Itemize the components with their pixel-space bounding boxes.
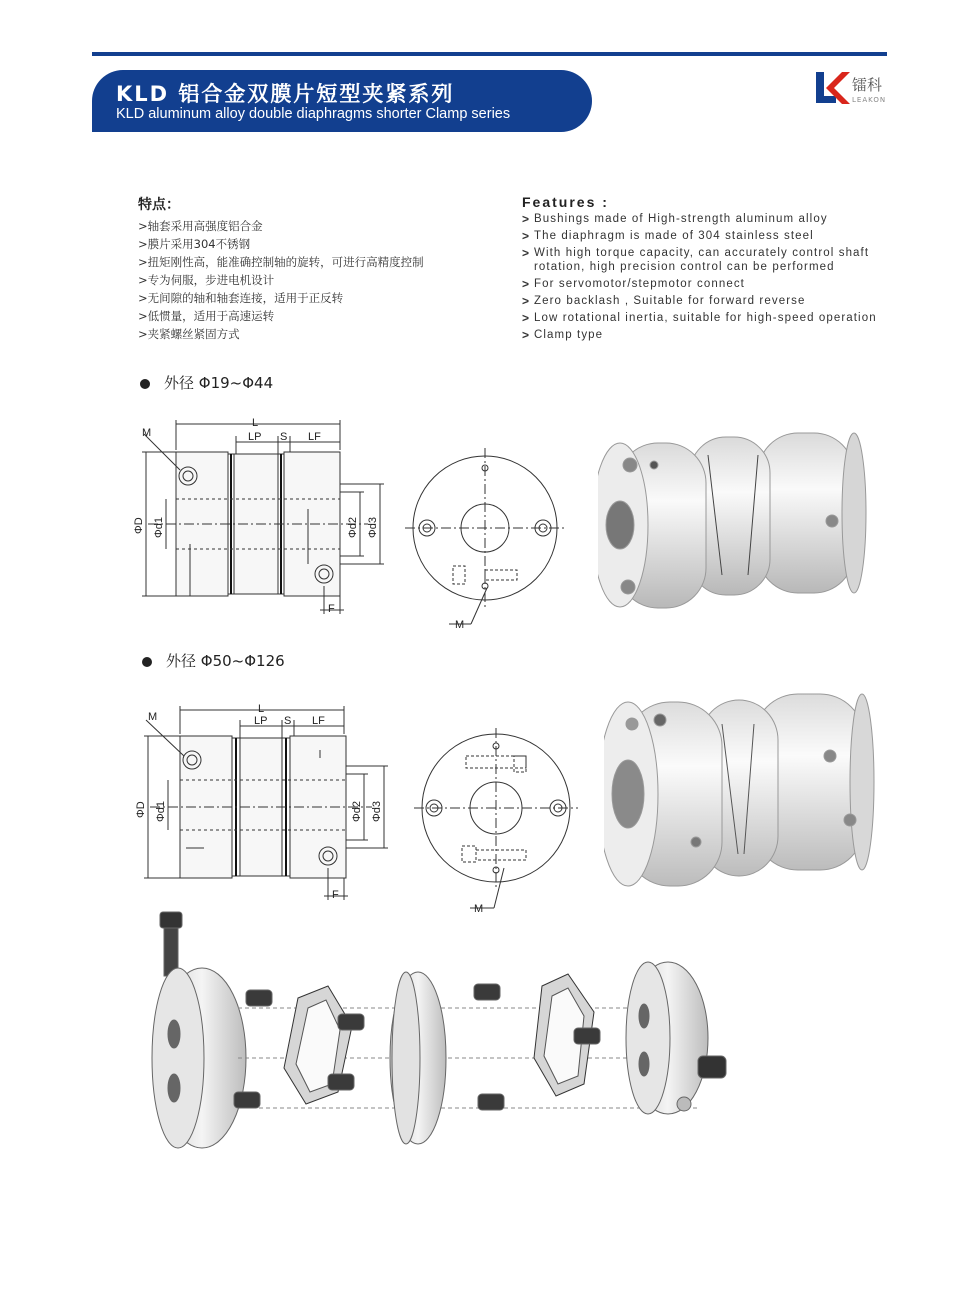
list-item: [522, 213, 892, 227]
list-item: >低惯量，适用于高速运转: [138, 309, 275, 323]
list-item: [522, 295, 892, 309]
list-item: >无间隙的轴和轴套连接，适用于正反转: [138, 291, 344, 305]
list-item: >专为伺服，步进电机设计: [138, 273, 275, 287]
dim-label-LF: LF: [308, 431, 321, 443]
list-item-text: Clamp type: [534, 328, 604, 341]
dim-label-LF: LF: [312, 715, 325, 727]
arrow-icon: >: [522, 276, 531, 291]
leakon-mark-icon: [812, 68, 852, 108]
section-label: 外径 Φ50~Φ126: [166, 652, 285, 670]
dim-label-d1: Φd1: [153, 516, 165, 538]
brand-logo: [812, 68, 892, 112]
list-item: [522, 230, 892, 244]
dim-label-d3: Φd3: [367, 516, 379, 538]
title-banner: [92, 70, 592, 132]
dim-label-L: L: [252, 417, 259, 429]
dim-label-S: S: [284, 715, 292, 727]
product-photo-small: [598, 425, 870, 615]
list-item: [522, 329, 892, 343]
list-item-text: For servomotor/stepmotor connect: [534, 277, 745, 290]
list-item-text: Bushings made of High-strength aluminum alloy: [534, 213, 828, 225]
side-view-drawing-small: [128, 414, 390, 624]
dim-label-LP: LP: [248, 431, 262, 443]
arrow-icon: >: [522, 246, 531, 260]
exploded-assembly-view: [138, 908, 738, 1156]
section-label: 外径 Φ19~Φ44: [164, 374, 274, 392]
dim-label-M: M: [455, 619, 465, 631]
arrow-icon: >: [522, 212, 531, 226]
features-cn: [138, 194, 498, 343]
brand-name-en: LEAKON: [852, 96, 887, 104]
dim-label-S: S: [280, 431, 288, 443]
dim-label-d1: Φd1: [155, 800, 167, 822]
dim-label-F: F: [332, 889, 339, 901]
list-item: >扭矩刚性高，能准确控制轴的旋转，可进行高精度控制: [138, 255, 424, 269]
features-en-heading: Features :: [522, 194, 609, 210]
dim-label-d2: Φd2: [351, 800, 363, 822]
section-large-heading: [142, 650, 285, 671]
list-item-text: The diaphragm is made of 304 stainless steel: [534, 230, 814, 242]
list-item-text: Low rotational inertia, suitable for high-speed operation: [534, 311, 877, 324]
front-view-drawing-small: [405, 448, 575, 634]
list-item: >夹紧螺丝紧固方式: [138, 327, 240, 341]
title-cn: KLD 铝合金双膜片短型夹紧系列: [116, 82, 455, 106]
dim-label-M: M: [148, 711, 158, 723]
list-item: [522, 247, 892, 274]
dim-label-D: ΦD: [133, 517, 145, 534]
side-view-drawing-large: [128, 698, 394, 912]
front-view-drawing-large: [412, 728, 588, 914]
dim-label-F: F: [328, 603, 335, 615]
arrow-icon: >: [522, 229, 531, 243]
arrow-icon: >: [522, 327, 531, 342]
list-item: >膜片采用304不锈钢: [138, 237, 251, 251]
dim-label-LP: LP: [254, 715, 268, 727]
title-en: KLD aluminum alloy double diaphragms shorter Clamp series: [116, 106, 511, 122]
features-cn-heading: 特点：: [138, 197, 180, 213]
product-photo-large: [604, 690, 878, 890]
dim-label-L: L: [258, 703, 265, 715]
dim-label-D: ΦD: [135, 801, 147, 818]
arrow-icon: >: [522, 293, 531, 308]
list-item: >轴套采用高强度铝合金: [138, 219, 263, 233]
list-item: [522, 312, 892, 326]
dim-label-M: M: [142, 427, 152, 439]
section-small-heading: [140, 372, 273, 393]
dim-label-d2: Φd2: [347, 516, 359, 538]
dim-label-d3: Φd3: [371, 800, 383, 822]
features-en: [522, 194, 892, 346]
bullet-icon: [140, 379, 150, 389]
list-item-text: With high torque capacity, can accurately control shaft rotation, high precision control can be performed: [534, 247, 870, 273]
arrow-icon: >: [522, 310, 531, 325]
list-item-text: Zero backlash , Suitable for forward reverse: [534, 294, 806, 307]
bullet-icon: [142, 657, 152, 667]
brand-name-cn: 镭科: [852, 76, 883, 94]
list-item: [522, 278, 892, 292]
dim-label-M: M: [474, 903, 484, 914]
header-rule: [92, 52, 887, 56]
